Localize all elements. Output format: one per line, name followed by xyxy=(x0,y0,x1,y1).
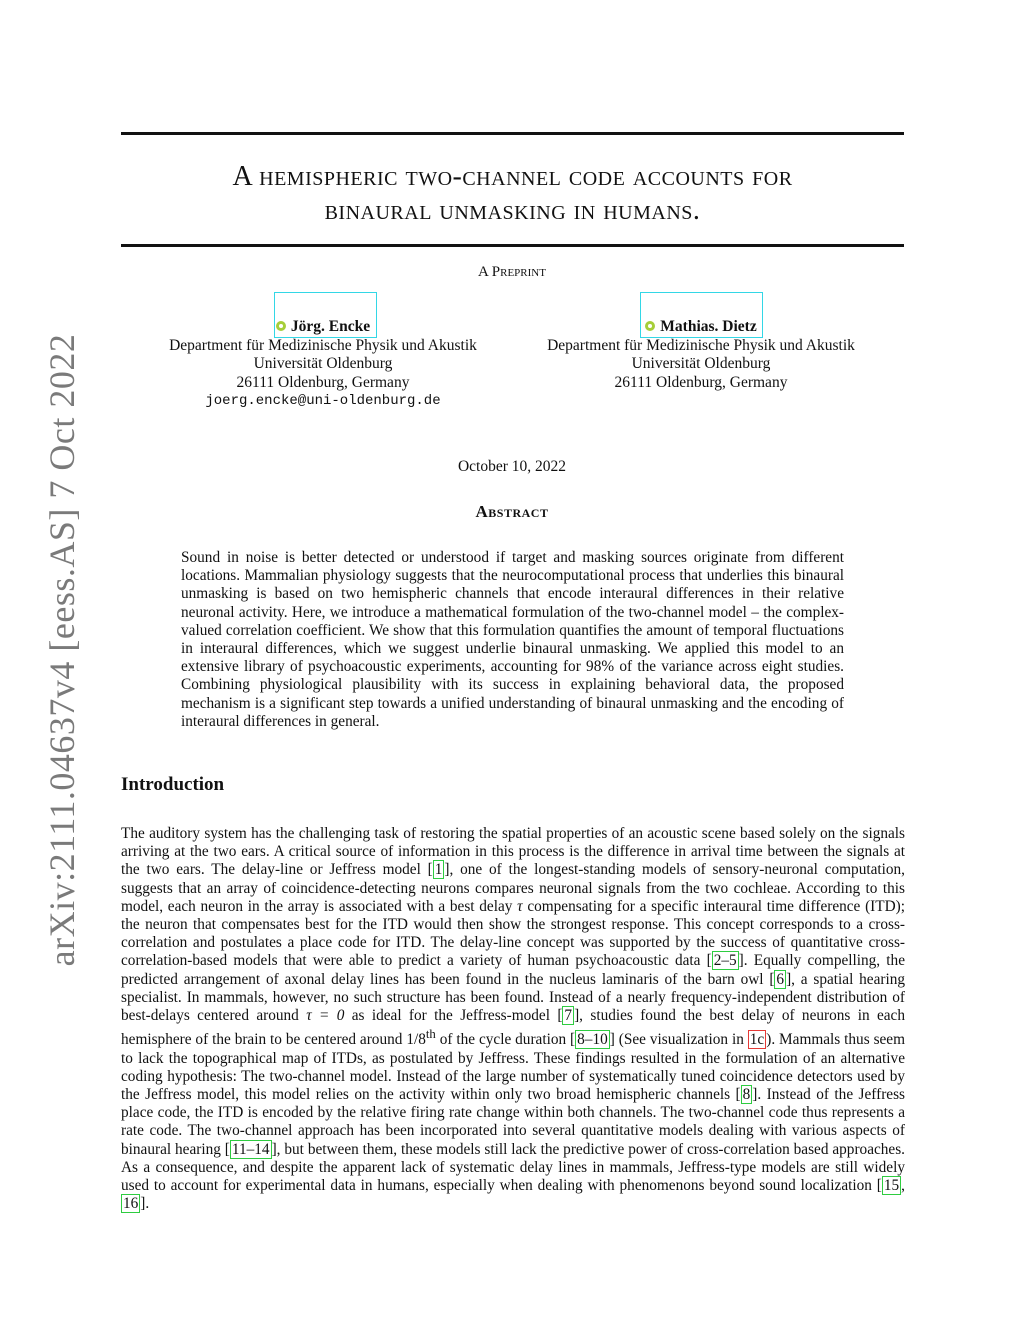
author-email[interactable]: joerg.encke@uni-oldenburg.de xyxy=(205,393,441,409)
author-block-2 xyxy=(511,318,891,392)
author-name[interactable]: Mathias. Dietz xyxy=(660,318,757,335)
citation-link[interactable]: 16 xyxy=(123,1195,139,1213)
orcid-icon[interactable] xyxy=(276,321,286,331)
citation-link[interactable]: 8 xyxy=(742,1085,751,1103)
citation-link[interactable]: 1 xyxy=(434,861,443,879)
introduction-paragraph: The auditory system has the challenging task of restoring the spatial properties of an acoustic scene based solely on the signals arriving at the two ears. A critical source of information in this process is the difference in arrival time between the signals at the two ears. The delay-line or Jeffress model [ 1 ], one of the longest-standing models of sensory-neuronal computation, suggests that an array of coincidence-detecting neurons compares neuronal signals from the two cochleae. According to this model, each neuron in the array is associated with a best delay τ compensating for a specific interaural time difference (ITD); the neuron that compensates best for the ITD would then show the strongest response. This concept corresponds to a cross-correlation and postulates a place code for ITD. The delay-line concept was supported by the success of quantitative cross-correlation-based models that were able to predict a variety of human psychoacoustic data [ 2–5 ]. Equally compelling, the predicted arrangement of axonal delay lines has been found in the nucleus laminaris of the barn owl [ 6 ], a spatial hearing specialist. In mammals, however, no such structure has been found. Instead of a nearly frequency-independent distribution of best-delays centered around τ = 0 as ideal for the Jeffress-model [ 7 ], studies found the best delay of neurons in each hemisphere of the brain to be centered around 1/8th of the cycle duration [ 8–10 ] (See visualization in 1c ). Mammals thus seem to lack the topographical map of ITDs, as postulated by Jeffress. These findings resulted in the formulation of an alternative coding hypothesis: The two-channel model. Instead of the large number of systematically tuned coincidence detectors used by the Jeffress model, this model relies on the activity within only two broad hemispheric channels [ 8 ]. Instead of the Jeffress place code, the ITD is encoded by the relative firing rate change within both channels. The two-channel code thus represents a rate code. The two-channel approach has been incorporated into several quantitative models dealing with various aspects of binaural hearing [ 11–14 ], but between them, these models still lack the predictive power of cross-correlation based approaches. As a consequence, and despite the apparent lack of systematic delay lines in mammals, Jeffress-type models are still widely used to account for experimental data in humans, especially when dealing with phenomenons beyond sound localization [ 15 , 16 ]. xyxy=(121,825,906,1213)
author-city: 26111 Oldenburg, Germany xyxy=(614,373,788,391)
tau-zero-math: τ = 0 xyxy=(306,1007,345,1025)
citation-link[interactable]: 8–10 xyxy=(577,1031,608,1049)
tau-symbol: τ xyxy=(517,897,523,915)
author-university: Universität Oldenburg xyxy=(631,355,771,372)
citation-link[interactable]: 7 xyxy=(564,1007,573,1025)
citation-link[interactable]: 11–14 xyxy=(231,1140,270,1158)
paper-date: October 10, 2022 xyxy=(457,458,567,475)
paper-title xyxy=(121,160,904,228)
citation-link[interactable]: 6 xyxy=(776,970,785,988)
author-department: Department für Medizinische Physik und Akustik xyxy=(547,336,855,354)
citation-link[interactable]: 2–5 xyxy=(713,952,737,970)
orcid-icon[interactable] xyxy=(645,321,655,331)
author-department: Department für Medizinische Physik und Akustik xyxy=(169,336,477,354)
abstract-heading: Abstract xyxy=(475,502,549,521)
author-university: Universität Oldenburg xyxy=(253,355,393,372)
fraction-math: 1/8 xyxy=(406,1031,426,1049)
superscript-th: th xyxy=(425,1027,436,1042)
arxiv-watermark: arXiv:2111.04637v4 [eess.AS] 7 Oct 2022 xyxy=(42,333,82,967)
preprint-label: A Preprint xyxy=(478,264,546,280)
author-block-1 xyxy=(133,318,513,411)
introduction-heading: Introduction xyxy=(121,774,225,795)
citation-link[interactable]: 15 xyxy=(883,1176,900,1194)
abstract-text: Sound in noise is better detected or understood if target and masking sources originate from different locations. Mammalian physiology suggests that the neurocomputational process that underlies this binaural unmasking is based on two hemispheric channels that encode interaural differences in their relative neuronal activity. Here, we introduce a mathematical formulation of the two-channel model – the complex-valued correlation coefficient. We show that this formulation quantifies the amount of temporal fluctuations in interaural differences, which we suggest underlie binaural unmasking. We applied this model to an extensive library of psychoacoustic experiments, accounting for 98% of the variance across eight studies. Combining physiological plausibility with its success in explaining behavioral data, the proposed mechanism is a significant step towards a unified understanding of binaural unmasking and the encoding of interaural differences in general. xyxy=(181,549,844,730)
author-city: 26111 Oldenburg, Germany xyxy=(236,373,410,391)
title-line-2: binaural unmasking in humans. xyxy=(324,195,701,226)
bottom-rule xyxy=(121,244,904,247)
author-name[interactable]: Jörg. Encke xyxy=(290,318,371,335)
title-line-1: A hemispheric two-channel code accounts for xyxy=(232,161,793,192)
top-rule xyxy=(121,132,904,135)
figure-link[interactable]: 1c xyxy=(749,1031,765,1049)
